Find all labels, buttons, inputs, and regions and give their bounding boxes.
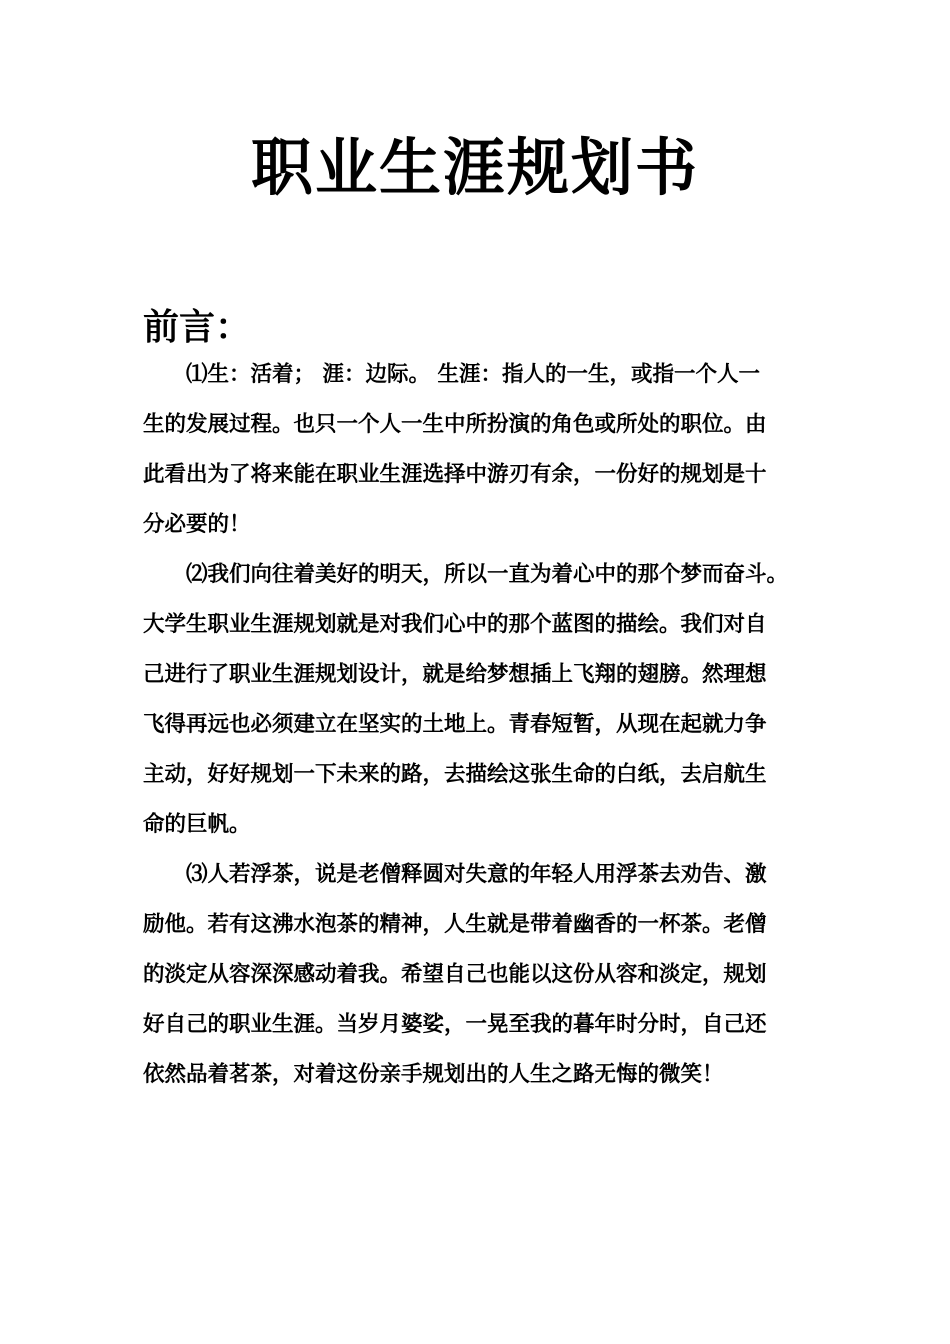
paragraph-1 (143, 350, 823, 550)
paragraph-line: 励他。若有这沸水泡茶的精神，人生就是带着幽香的一杯茶。老僧 (143, 912, 767, 937)
paragraph-line: 己进行了职业生涯规划设计，就是给梦想插上飞翔的翅膀。然理想 (143, 662, 767, 687)
paragraph-line: 好自己的职业生涯。当岁月婆娑，一晃至我的暮年时分时，自己还 (143, 1012, 767, 1037)
paragraph-line: 的淡定从容深深感动着我。希望自己也能以这份从容和淡定，规划 (143, 962, 767, 987)
paragraph-line: 主动，好好规划一下未来的路，去描绘这张生命的白纸，去启航生 (143, 762, 767, 787)
paragraph-line: 大学生职业生涯规划就是对我们心中的那个蓝图的描绘。我们对自 (143, 612, 767, 637)
paragraph-line: ⑵我们向往着美好的明天，所以一直为着心中的那个梦而奋斗。 (186, 562, 789, 587)
paragraph-line: 命的巨帆。 (143, 812, 251, 837)
paragraph-line: 此看出为了将来能在职业生涯选择中游刃有余，一份好的规划是十 (143, 462, 767, 487)
paragraph-line: ⑴生：活着； 涯：边际。 生涯：指人的一生，或指一个人一 (186, 362, 760, 387)
paragraph-2 (143, 550, 823, 850)
document-title: 职业生涯规划书 (250, 131, 699, 204)
paragraph-line: 飞得再远也必须建立在坚实的土地上。青春短暂，从现在起就力争 (143, 712, 767, 737)
paragraph-line: 生的发展过程。也只一个人一生中所扮演的角色或所处的职位。由 (143, 412, 767, 437)
paragraph-3 (143, 850, 823, 1100)
paragraph-line: ⑶人若浮茶，说是老僧释圆对失意的年轻人用浮茶去劝告、激 (186, 862, 767, 887)
preface-heading: 前言： (143, 306, 252, 348)
paragraph-line: 依然品着茗茶，对着这份亲手规划出的人生之路无悔的微笑！ (143, 1062, 724, 1087)
paragraph-line: 分必要的！ (143, 512, 251, 537)
